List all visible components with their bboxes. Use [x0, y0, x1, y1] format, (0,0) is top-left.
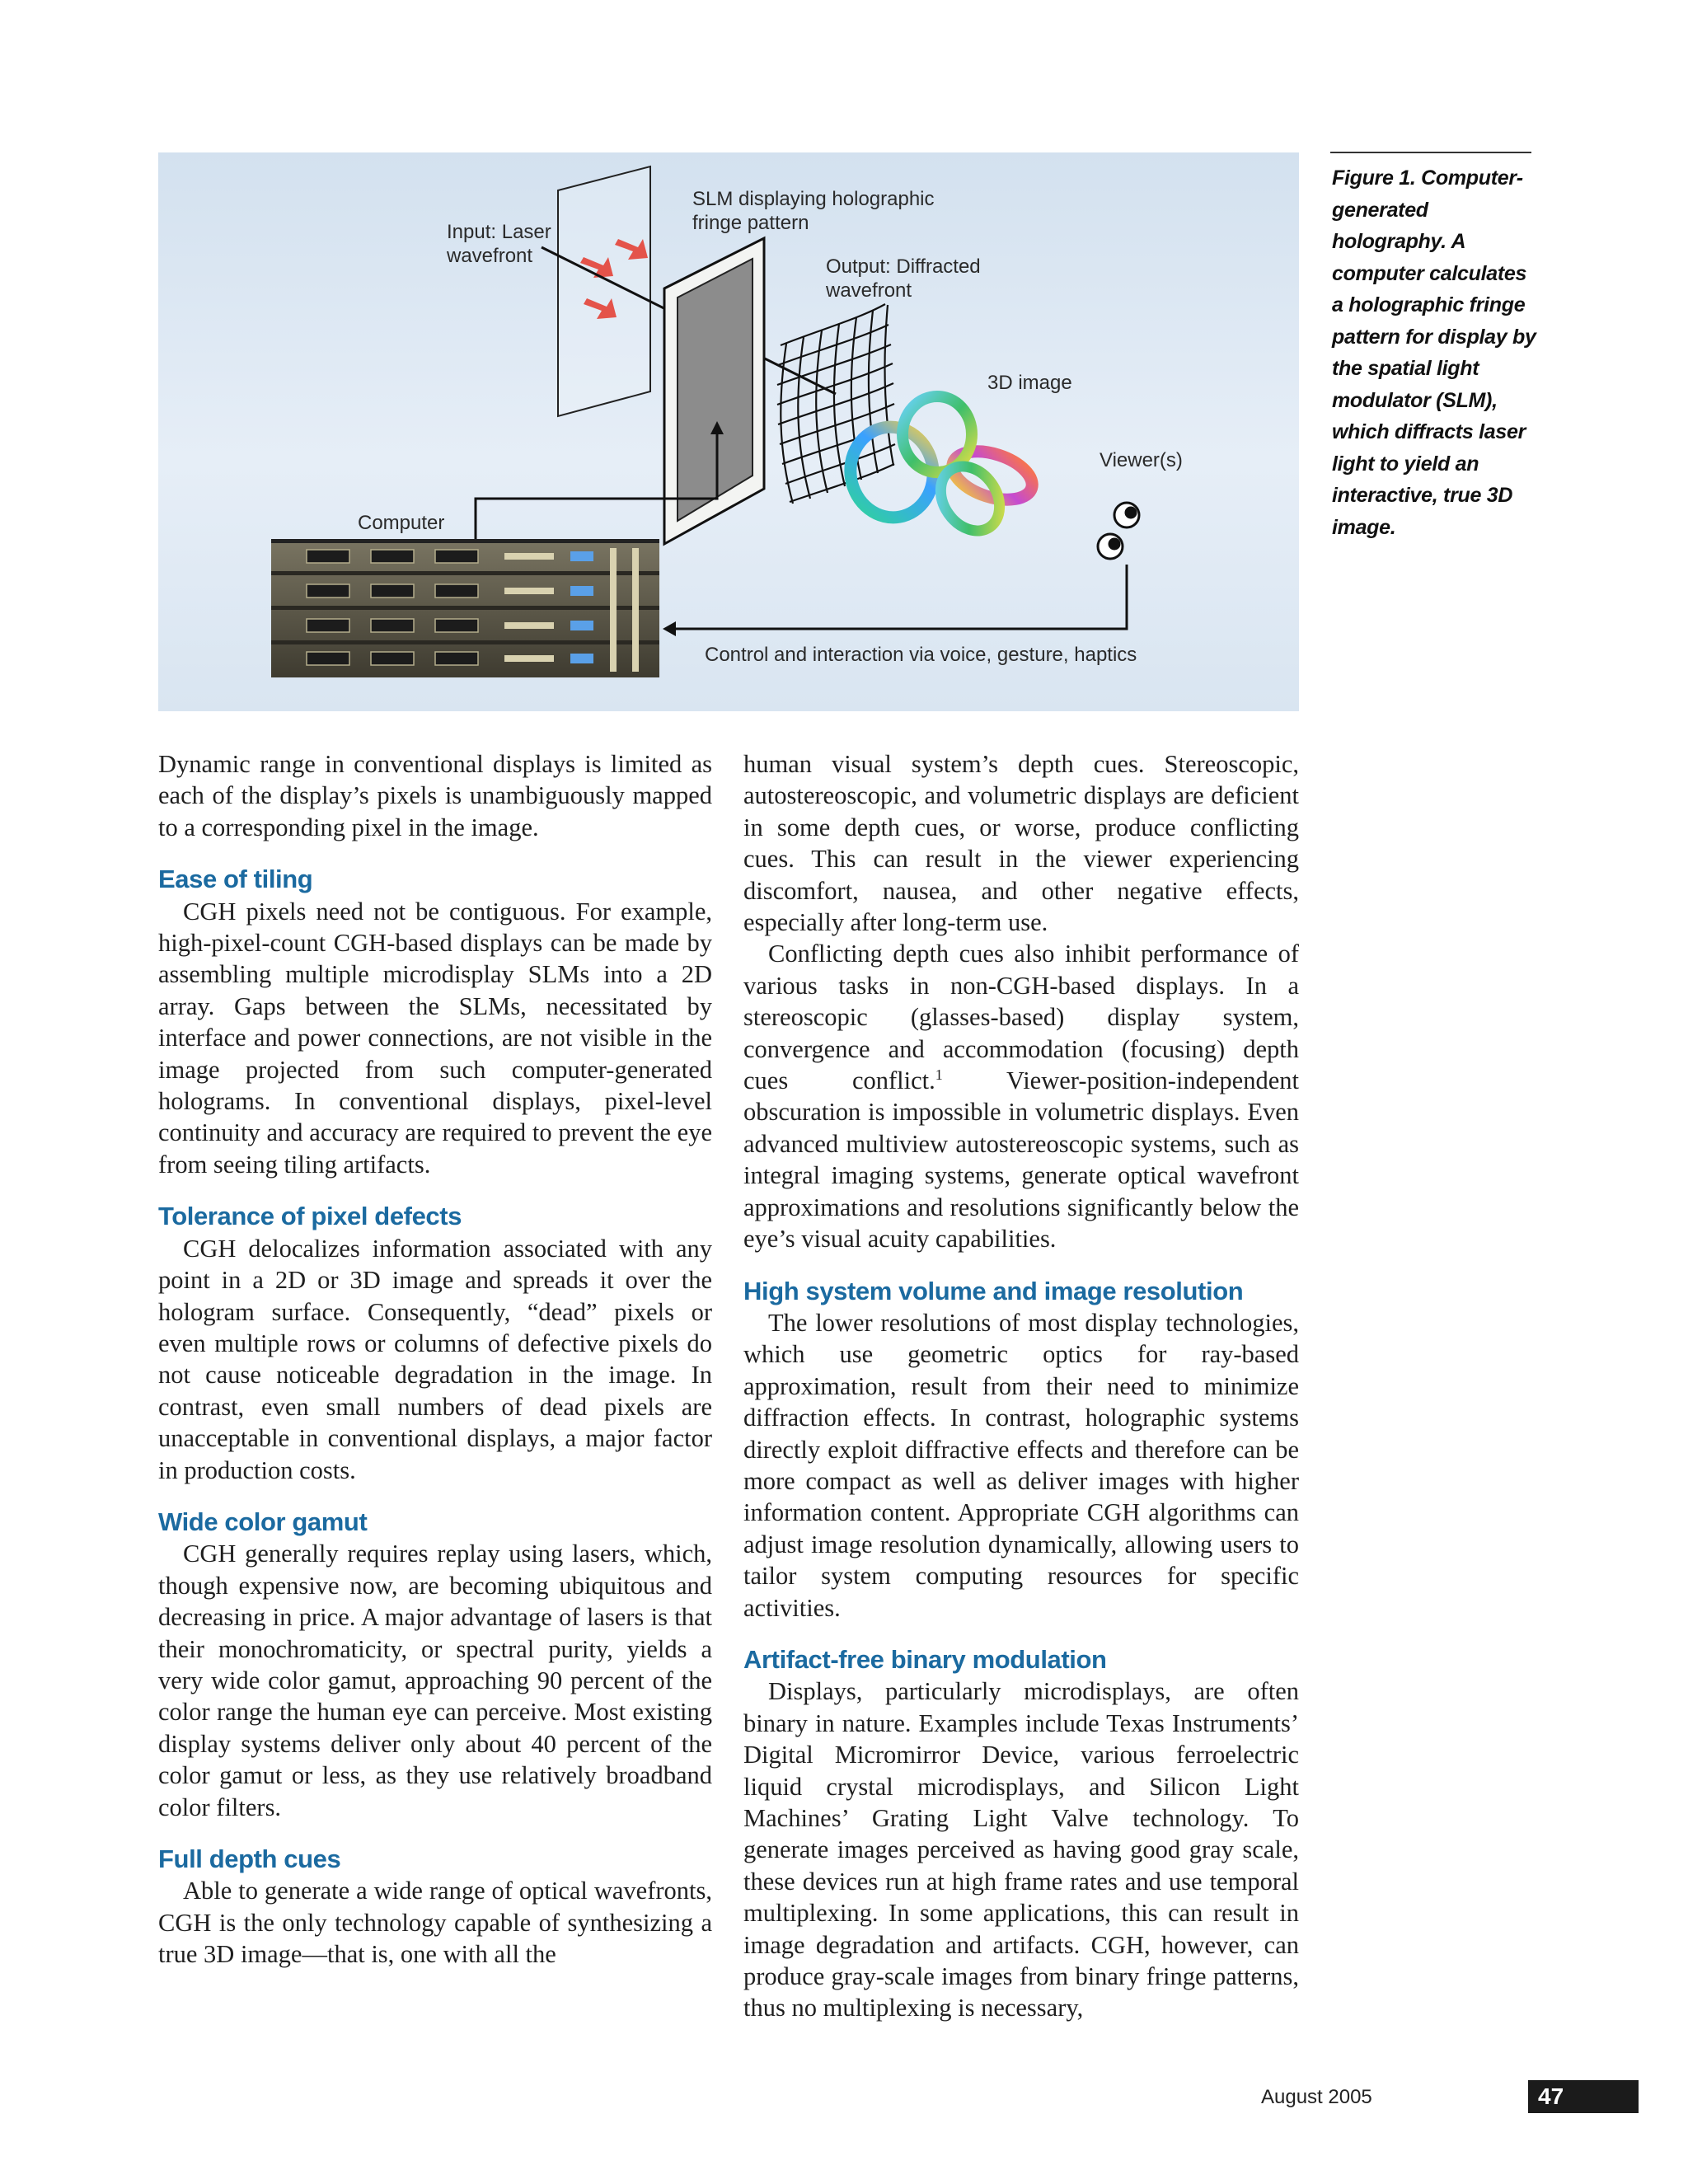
paragraph: CGH delocalizes information associated with any point in a 2D or 3D image and spreads it over the hologram surface. Consequently, “dead” pixels or even multiple rows or columns of defective pixels do not cause noticeable degradation in the image. In contrast, even small numbers of dead pixels are unacceptable in conventional displays, a major factor in production costs.	[158, 1234, 712, 1484]
label-input-wavefront: Input: Laser wavefront	[447, 221, 551, 267]
left-column	[158, 748, 712, 1971]
label-control-interaction: Control and interaction via voice, gesture, haptics	[705, 644, 1137, 666]
caption-rule	[1330, 152, 1531, 153]
section-heading-tiling: Ease of tiling	[158, 865, 313, 894]
section-heading-binary-modulation: Artifact-free binary modulation	[743, 1644, 1107, 1674]
label-3d-image: 3D image	[987, 372, 1072, 394]
viewer-eyes	[1098, 503, 1139, 559]
paragraph: Dynamic range in conventional displays is limited as each of the display’s pixels is unambiguously mapped to a corresponding pixel in the image.	[158, 750, 712, 841]
label-viewers: Viewer(s)	[1100, 449, 1183, 471]
paragraph: CGH generally requires replay using lasers, which, though expensive now, are becoming ubiquitous and decreasing in price. A major advantage of lasers is that their monochromaticity, or spectral purity, yields a very wide color gamut, approaching 90 percent of the color range the human eye can perceive. Most existing display systems deliver only about 40 percent of the color gamut or less, as they use relatively broadband color filters.	[158, 1540, 712, 1821]
3d-image-knot	[843, 396, 1038, 542]
figure-1	[158, 152, 1299, 711]
diffracted-wavefront-grid	[777, 304, 895, 504]
input-wavefront-plane	[558, 166, 650, 416]
feedback-arrowhead	[663, 621, 676, 636]
figure-caption: Figure 1. Computer-generated holography. A computer calculates a holographic fringe pattern for display by the spatial light modulator (SLM), which diffracts laser light to yield an interactive, true 3D image.	[1332, 166, 1536, 539]
section-heading-volume-resolution: High system volume and image resolution	[743, 1276, 1244, 1305]
right-column	[743, 748, 1299, 2024]
section-heading-color-gamut: Wide color gamut	[158, 1507, 368, 1536]
paragraph: Able to generate a wide range of optical wavefronts, CGH is the only technology capable of synthesizing a true 3D image—that is, one with all the	[158, 1877, 712, 1969]
page-number-box	[1528, 2080, 1639, 2113]
section-heading-pixel-defects: Tolerance of pixel defects	[158, 1202, 462, 1231]
figure-diagram	[158, 152, 1299, 711]
paragraph: CGH pixels need not be contiguous. For example, high-pixel-count CGH-based displays can be made by assembling multiple microdisplay SLMs into a 2D array. Gaps between the SLMs, necessitated by interface and power connections, are not visible in the image projected from such computer-generated holograms. In conventional displays, pixel-level continuity and accuracy are required to prevent the eye from seeing tiling artifacts.	[158, 897, 712, 1179]
paragraph-text: Conflicting depth cues also inhibit performance of various tasks in non-CGH-based displays. In a stereoscopic (glasses-based) display system, convergence and accommodation (focusing) depth cues conflict.	[743, 940, 1299, 1095]
page-number: 47	[1538, 2083, 1564, 2109]
label-output-wavefront: Output: Diffracted wavefront	[826, 255, 981, 302]
footer-date: August 2005	[1261, 2086, 1372, 2108]
paragraph-text: Viewer-position-independent obscuration is impossible in volumetric displays. Even advanced multiview autostereoscopic systems, such as integral imaging systems, generate optical wavefront approximations and resolutions significantly below the eye’s visual acuity capabilities.	[743, 1066, 1299, 1254]
paragraph: human visual system’s depth cues. Stereoscopic, autostereoscopic, and volumetric displays are deficient in some depth cues, or worse, produce conflicting cues. This can result in the viewer experiencing discomfort, nausea, and other negative effects, especially after long-term use.	[743, 750, 1299, 937]
computer-rack	[271, 539, 659, 677]
label-slm: SLM displaying holographic fringe pattern	[692, 188, 935, 234]
section-heading-depth-cues: Full depth cues	[158, 1844, 341, 1873]
label-computer: Computer	[358, 512, 445, 534]
paragraph: Displays, particularly microdisplays, are often binary in nature. Examples include Texas Instruments’ Digital Micromirror Device, various ferroelectric liquid crystal microdisplays, and Silicon Light Machines’ Grating Light Valve technology. To generate images perceived as having good gray scale, these devices run at high frame rates and use temporal multiplexing. In some applications, this can result in image degradation and artifacts. CGH, however, can produce gray-scale images from binary fringe patterns, thus no multiplexing is necessary,	[743, 1677, 1299, 2022]
paragraph	[743, 938, 1299, 1254]
paragraph: The lower resolutions of most display technologies, which use geometric optics for ray-based approximation, result from their need to minimize diffraction effects. In contrast, holographic systems directly exploit diffractive effects and therefore can be more compact as well as deliver images with higher information content. Appropriate CGH algorithms can adjust image resolution dynamically, allowing users to tailor system computing resources for specific activities.	[743, 1308, 1299, 1622]
feedback-connector	[673, 565, 1127, 629]
reference-marker: 1	[935, 1066, 943, 1083]
